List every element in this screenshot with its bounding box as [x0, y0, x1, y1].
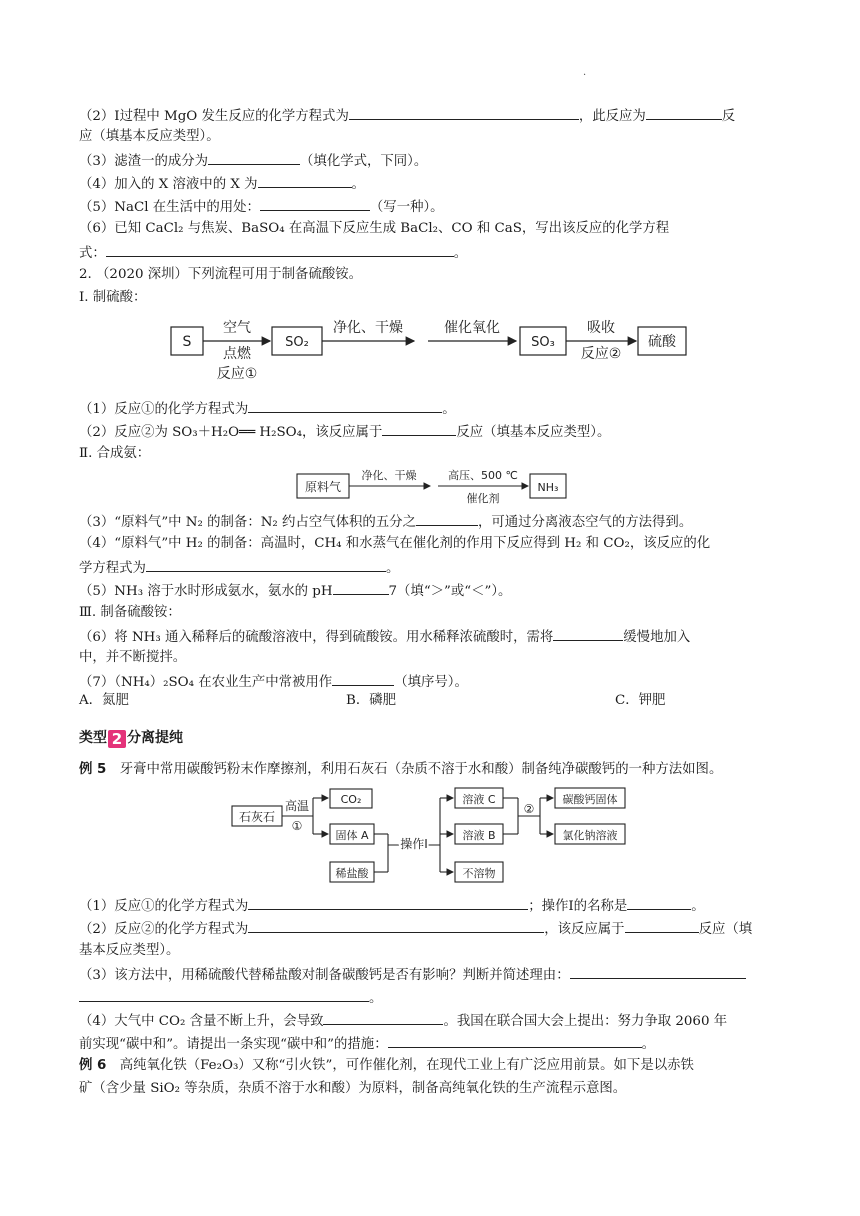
label-reaction-1: 反应① — [216, 366, 258, 382]
example-6-label: 例 6 — [79, 1058, 107, 1073]
e5-q3-line: （3）该方法中，用稀硫酸代替稀盐酸对制备碳酸钙是否有影响？判断并简述理由： — [79, 964, 746, 986]
label-purify: 净化、干燥 — [333, 320, 403, 336]
label-operation-1: 操作Ⅰ — [400, 837, 428, 851]
label-co2: CO₂ — [340, 793, 362, 806]
e5-q1-line: （1）反应①的化学方程式为 ；操作Ⅰ的名称是 。 — [79, 895, 705, 917]
label-high-temp: 高温 — [284, 799, 310, 813]
label-purify-dry: 净化、干燥 — [361, 469, 417, 482]
label-s: S — [182, 334, 192, 350]
label-reaction-2: 反应② — [580, 346, 622, 362]
answer-blank[interactable] — [625, 918, 699, 933]
answer-blank[interactable] — [627, 895, 691, 910]
answer-blank[interactable] — [248, 918, 544, 933]
section-2-title: Ⅱ. 合成氨： — [79, 446, 151, 461]
label-step-1: ① — [291, 819, 303, 833]
q5-line: （5）NaCl 在生活中的用处： （写一种）。 — [79, 196, 444, 218]
q3-line: （3）滤渣一的成分为 （填化学式，下同）。 — [79, 150, 427, 172]
label-step-2: ② — [523, 802, 535, 816]
answer-blank[interactable] — [248, 895, 528, 910]
answer-blank[interactable] — [349, 105, 579, 120]
e5-q2-line: （2）反应②的化学方程式为 ，该反应属于 反应（填 — [79, 918, 752, 940]
section-3-title: Ⅲ. 制备硫酸铵： — [79, 605, 181, 620]
answer-blank[interactable] — [208, 150, 300, 165]
label-limestone: 石灰石 — [238, 810, 276, 824]
q6-line: （6）已知 CaCl₂ 与焦炭、BaSO₄ 在高温下反应生成 BaCl₂、CO 和 CaS，写出该反应的化学方程 — [79, 221, 670, 236]
label-conditions: 高压、500 ℃ — [448, 469, 518, 482]
page-dot: · — [583, 70, 587, 81]
answer-blank[interactable] — [553, 626, 623, 641]
answer-blank[interactable] — [416, 511, 478, 526]
q6-line-2: 式： 。 — [79, 242, 467, 264]
s1-q1-line: （1）反应①的化学方程式为 。 — [79, 398, 456, 420]
s2-q3-line: （3）“原料气”中 N₂ 的制备：N₂ 约占空气体积的五分之 ，可通过分离液态空气的方法得到。 — [79, 511, 692, 533]
section-1-title: Ⅰ. 制硫酸： — [79, 290, 147, 305]
q4-line: （4）加入的 X 溶液中的 X 为 。 — [79, 173, 365, 195]
label-solid-a: 固体 A — [335, 829, 369, 842]
label-catalyst: 催化剂 — [466, 492, 500, 505]
label-nh3: NH₃ — [537, 481, 559, 494]
option-b[interactable]: B．磷肥 — [346, 693, 397, 708]
label-so3: SO₃ — [531, 335, 555, 350]
s3-q6-line-2: 中，并不断搅拌。 — [79, 650, 187, 665]
s2-q4-line-2: 学方程式为 。 — [79, 557, 399, 579]
answer-blank[interactable] — [79, 987, 369, 1002]
s2-q5-line: （5）NH₃ 溶于水时形成氨水，氨水的 pH 7（填“＞”或“＜”）。 — [79, 580, 511, 602]
answer-blank[interactable] — [260, 196, 370, 211]
label-sol-c: 溶液 C — [462, 793, 496, 806]
type-number-badge: 2 — [108, 730, 126, 748]
answer-blank[interactable] — [388, 1033, 642, 1048]
answer-blank[interactable] — [333, 580, 389, 595]
label-hcl: 稀盐酸 — [335, 867, 369, 880]
answer-blank[interactable] — [323, 1010, 443, 1025]
answer-blank[interactable] — [332, 671, 394, 686]
label-acid: 硫酸 — [648, 334, 676, 350]
e5-q4-line-2: 前实现“碳中和”。请提出一条实现“碳中和”的措施： 。 — [79, 1033, 655, 1055]
e5-q4-line: （4）大气中 CO₂ 含量不断上升，会导致 。我国在联合国大会上提出：努力争取 2060 年 — [79, 1010, 727, 1032]
q2-line: （2）Ⅰ过程中 MgO 发生反应的化学方程式为 ，此反应为 反 — [79, 105, 735, 127]
answer-blank[interactable] — [570, 964, 746, 979]
problem-2-title: 2. （2020 深圳）下列流程可用于制备硫酸铵。 — [79, 267, 363, 282]
q2-line-2: 应（填基本反应类型）。 — [79, 129, 220, 144]
example-6-line-2: 矿（含少量 SiO₂ 等杂质，杂质不溶于水和酸）为原料，制备高纯氧化铁的生产流程示意图。 — [79, 1081, 627, 1096]
option-c[interactable]: C．钾肥 — [615, 693, 666, 708]
example-5-label: 例 5 — [79, 762, 107, 777]
answer-blank[interactable] — [646, 105, 722, 120]
flow-diagram-ammonia — [296, 464, 570, 510]
label-air: 空气 — [223, 320, 251, 336]
answer-blank[interactable] — [106, 242, 454, 257]
label-insoluble: 不溶物 — [462, 867, 496, 880]
answer-blank[interactable] — [248, 398, 442, 413]
answer-blank[interactable] — [258, 173, 352, 188]
label-ignite: 点燃 — [223, 346, 251, 362]
option-a[interactable]: A．氮肥 — [79, 693, 129, 708]
label-sol-b: 溶液 B — [462, 829, 496, 842]
label-absorb: 吸收 — [587, 320, 615, 336]
label-catalytic-oxidation: 催化氧化 — [444, 320, 500, 336]
section-heading: 类型 2 分离提纯 — [79, 730, 183, 748]
answer-blank[interactable] — [382, 421, 456, 436]
s2-q4-line: （4）“原料气”中 H₂ 的制备：高温时，CH₄ 和水蒸气在催化剂的作用下反应得到 H₂ 和 CO₂，该反应的化 — [79, 536, 711, 551]
s3-q7-line: （7）（NH₄）₂SO₄ 在农业生产中常被用作 （填序号）。 — [79, 671, 468, 693]
flow-diagram-caco3 — [228, 786, 640, 888]
label-caco3: 碳酸钙固体 — [562, 793, 618, 806]
flow-diagram-sulfuric-acid — [170, 312, 690, 390]
example-5-line: 例 5 牙膏中常用碳酸钙粉末作摩擦剂，利用石灰石（杂质不溶于水和酸）制备纯净碳酸钙的一种方法如图。 — [79, 762, 723, 777]
s1-q2-line: （2）反应②为 SO₃＋H₂O══ H₂SO₄，该反应属于 反应（填基本反应类型）。 — [79, 421, 610, 443]
e5-q3-line-2: 。 — [79, 987, 382, 1009]
label-feed-gas: 原料气 — [304, 480, 342, 494]
example-6-line: 例 6 高纯氧化铁（Fe₂O₃）又称“引火铁”，可作催化剂，在现代工业上有广泛应用前景。如下是以赤铁 — [79, 1058, 694, 1073]
s3-q6-line: （6）将 NH₃ 通入稀释后的硫酸溶液中，得到硫酸铵。用水稀释浓硫酸时，需将 缓慢地加入 — [79, 626, 690, 648]
answer-blank[interactable] — [146, 557, 386, 572]
label-so2: SO₂ — [285, 335, 309, 350]
e5-q2-line-2: 基本反应类型）。 — [79, 943, 180, 958]
label-nacl: 氯化钠溶液 — [562, 829, 618, 842]
